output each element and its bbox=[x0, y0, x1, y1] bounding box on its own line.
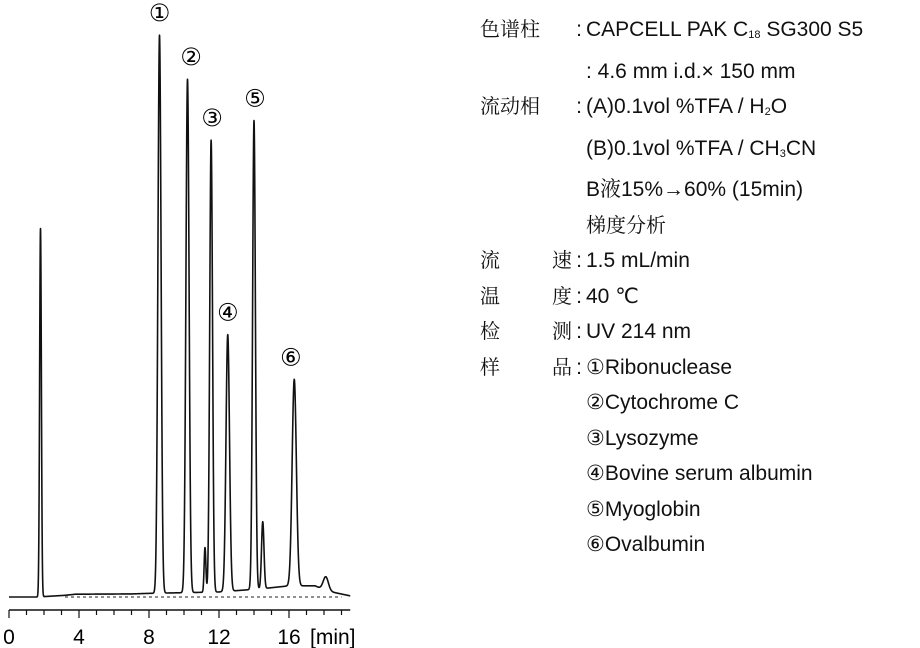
flow-row: 流 速 : 1.5 mL/min bbox=[480, 243, 863, 279]
mobile-phase-a: (A)0.1vol $\%TFA / H_2O$ bbox=[586, 95, 788, 118]
x-tick-label: 12 bbox=[207, 626, 231, 648]
temperature-label: 温 度 bbox=[480, 283, 572, 308]
peak-label: ① bbox=[148, 0, 171, 28]
peak-label: ② bbox=[180, 44, 202, 72]
sample-4: ④Bovine serum albumin bbox=[586, 462, 813, 485]
x-tick-label: 8 bbox=[143, 626, 155, 648]
conditions-panel bbox=[480, 12, 863, 563]
mobile-phase-b: (B)0.1vol $\%TFA / CH_3CN$ bbox=[586, 136, 817, 160]
mobile-phase-row: 流动相 : (A)0.1vol $\%TFA / H_2O$ bbox=[480, 89, 863, 131]
peak-labels bbox=[149, 0, 302, 371]
x-axis-unit: [min] bbox=[310, 626, 356, 648]
peak-label: ③ bbox=[201, 105, 223, 133]
temperature-row: 温 度 : 40 ℃ bbox=[480, 279, 863, 315]
x-tick-label: 4 bbox=[73, 626, 85, 648]
x-tick-label: 0 bbox=[3, 626, 15, 648]
temperature-value: 40 ℃ bbox=[586, 284, 639, 308]
detection-value: UV 214 nm bbox=[586, 320, 692, 343]
flow-value: 1.5 mL/min bbox=[586, 249, 690, 272]
sample-1: ①Ribonuclease bbox=[586, 355, 733, 379]
x-tick-label: 16 bbox=[277, 626, 301, 648]
peak-label: ⑤ bbox=[244, 85, 266, 113]
sample-row: 样 品 : ①Ribonuclease bbox=[480, 350, 863, 386]
sample-6: ⑥Ovalbumin bbox=[586, 533, 706, 556]
detection-row: 检 测 : UV 214 nm bbox=[480, 314, 863, 350]
chromatogram-trace bbox=[9, 35, 350, 597]
sample-5: ⑤Myoglobin bbox=[586, 497, 701, 521]
column-value: CAPCELL PAK $C_{18}$ SG300 S5 bbox=[586, 18, 864, 41]
column-dim-row bbox=[480, 54, 863, 90]
x-axis bbox=[3, 610, 355, 648]
sample-3: ③Lysozyme bbox=[586, 426, 699, 450]
gradient-note: 梯度分析 bbox=[586, 212, 666, 237]
detection-label: 检 测 bbox=[480, 319, 572, 343]
column-dimensions: : 4.6 mm i.d.× 150 mm bbox=[586, 59, 796, 83]
gradient-program: B液15%→60% (15min) bbox=[586, 178, 804, 201]
column-row: 色谱柱 : CAPCELL PAK $C_{18}$ SG300 S5 bbox=[480, 12, 863, 54]
trace-layer bbox=[9, 35, 350, 597]
sample-label: 样 品 bbox=[480, 354, 572, 379]
peak-label: ⑥ bbox=[279, 344, 302, 372]
sample-2: ②Cytochrome C bbox=[586, 391, 740, 414]
column-label: 色谱柱 bbox=[480, 17, 540, 41]
peak-label: ④ bbox=[216, 299, 239, 327]
mobile-phase-label: 流动相 bbox=[480, 94, 540, 118]
flow-label: 流 速 bbox=[480, 248, 572, 272]
